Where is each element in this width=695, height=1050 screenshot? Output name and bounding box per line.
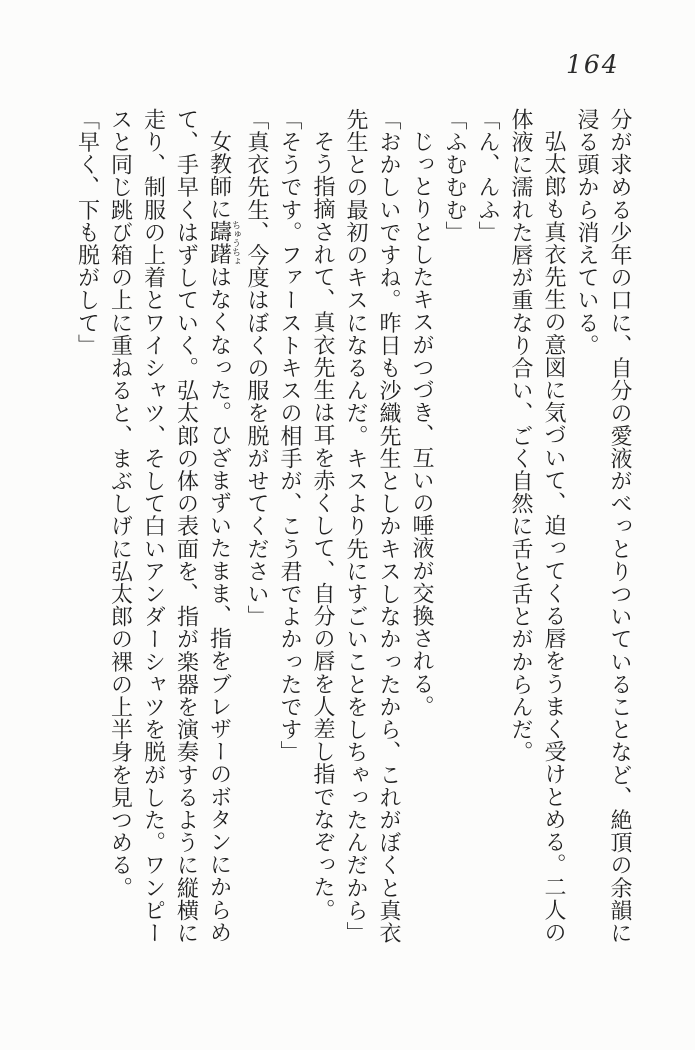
novel-paragraph: そう指摘されて、真衣先生は耳を赤くして、自分の唇を人差し指でなぞった。 [310,130,335,921]
paragraph-segment: はなくなった。ひざまずいたまま、指をブレザーのボタンにからめて、手早くはずしていく。弘太郎の体の表面を、指が楽器を演奏するように縦横に走り、制服の上着とワイシャツ、そして白いアンダーシャツを脱がした。ワンピースと同じ跳び箱の上に重ねると、まぶしげに弘太郎の裸の上半身を見つめる。 [107,108,232,945]
novel-paragraph-dialogue: 「早く、下も脱がして」 [74,108,100,357]
novel-paragraph-dialogue: 「真衣先生、今度はぼくの服を脱がせてください」 [244,108,269,628]
novel-paragraph-dialogue: 「おかしいですね。昨日も沙織先生としかキスしなかったから、これがぼくと真衣先生との最初のキスになるんだ。キスより先にすごいことをしちゃったんだから」 [343,108,401,945]
vertical-text-block [71,108,637,948]
novel-paragraph-dialogue: 「ん、んふ」 [475,108,500,244]
novel-paragraph-dialogue: 「そうです。ファーストキスの相手が、こう君でよかったです」 [277,108,302,764]
ruby-base: 躊躇 [206,220,232,266]
novel-paragraph [104,108,241,948]
page-number: 164 [566,50,620,79]
novel-paragraph: 分が求める少年の口に、自分の愛液がべっとりついていることなど、絶頂の余韻に浸る頭から消えている。 [574,108,632,945]
novel-paragraph-dialogue: 「ふむむむ」 [442,108,467,244]
ruby-furigana: ちゅうちょ [230,220,240,266]
novel-paragraph: じっとりとしたキスがつづき、互いの唾液が交換される。 [409,130,434,718]
novel-paragraph: 弘太郎も真衣先生の意図に気づいて、迫ってくる唇をうまく受けとめる。二人の体液に濡れた唇が重なり合い、ごく自然に舌と舌とがからんだ。 [508,108,566,944]
paragraph-segment: 女教師に [206,130,232,221]
furigana-ruby [206,220,240,266]
